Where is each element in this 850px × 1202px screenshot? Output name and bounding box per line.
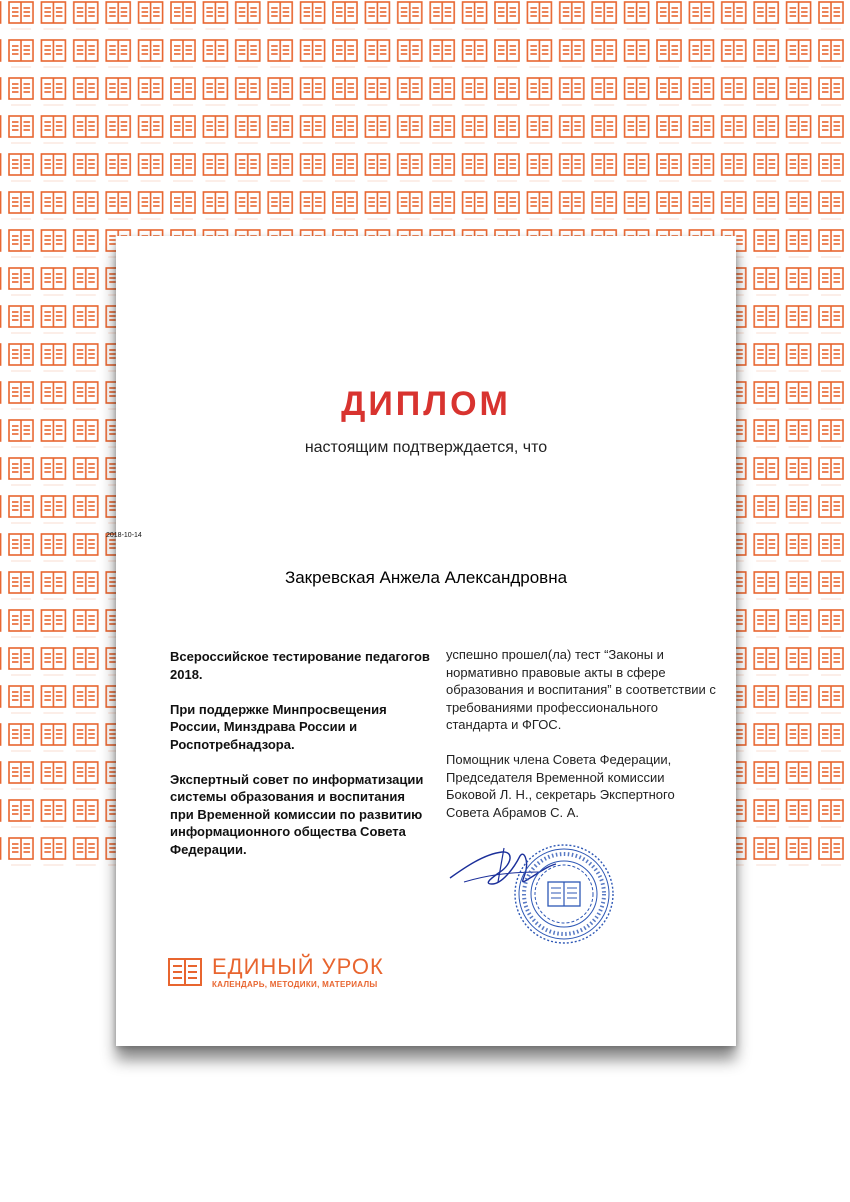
testing-description: Всероссийское тестирование педагогов 2018.	[170, 649, 430, 682]
support-description: При поддержке Минпросвещения России, Минздрава России и Роспотребнадзора.	[170, 701, 387, 752]
diploma-subtitle: настоящим подтверждается, что	[304, 439, 548, 456]
logo-name: ЕДИНЫЙ УРОК	[212, 954, 384, 979]
book-icon	[168, 958, 202, 986]
logo-tagline: КАЛЕНДАРЬ, МЕТОДИКИ, МАТЕРИАЛЫ	[212, 980, 378, 989]
signatory-text: Помощник члена Совета Федерации, Председателя Временной комиссии Боковой Л. Н., секретарь Экспертного Совета Абрамов С. А.	[446, 752, 675, 820]
diploma-title: ДИПЛОМ	[341, 385, 511, 423]
official-seal-icon	[512, 842, 616, 946]
right-column	[446, 646, 716, 839]
diploma-sheet	[106, 236, 736, 1046]
date-stamp: 2018-10-14	[106, 532, 142, 539]
test-result-text: успешно прошел(ла) тест “Законы и нормативно правовые акты в сфере образования и воспитания” в соответствии с требованиями профессионального стандарта и ФГОС.	[446, 647, 716, 732]
council-description: Экспертный совет по информатизации системы образования и воспитания при Временной комиссии по развитию информационного общества Совета Федерации.	[170, 771, 424, 857]
left-column	[170, 648, 430, 876]
recipient-name: Закревская Анжела Александровна	[284, 568, 568, 587]
logo	[168, 954, 408, 994]
